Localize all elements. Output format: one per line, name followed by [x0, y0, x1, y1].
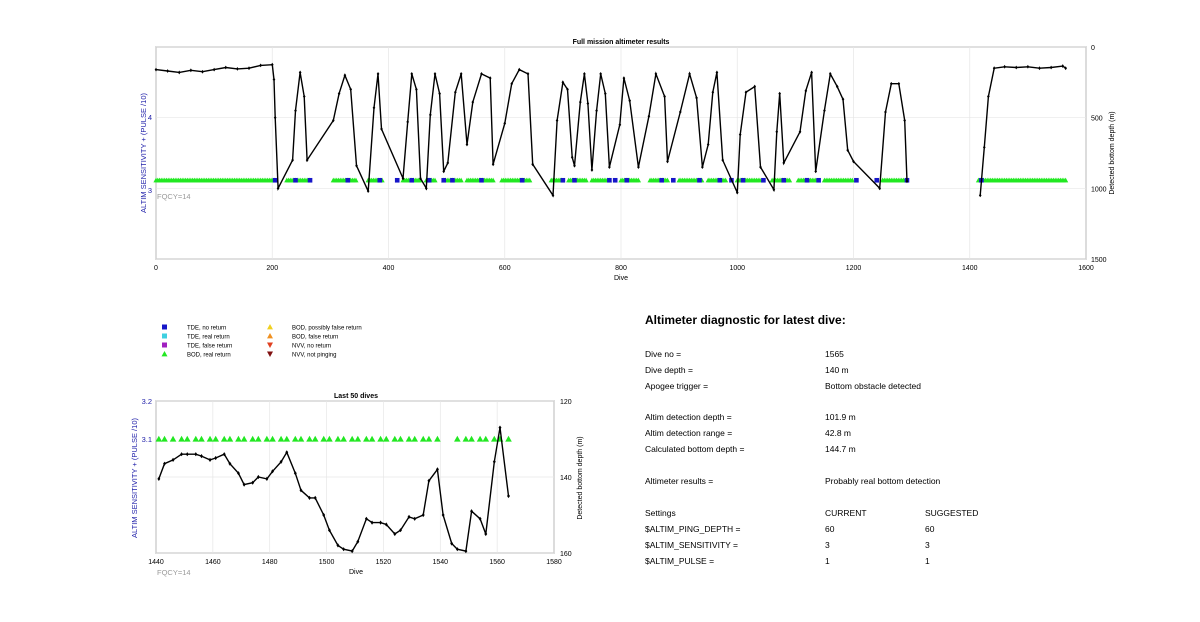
diagnostic-title: Altimeter diagnostic for latest dive: — [645, 313, 846, 327]
sensitivity-current: 3 — [825, 540, 830, 550]
calculated-bottom-depth-value: 144.7 m — [825, 444, 856, 454]
top-tde-marker — [607, 178, 612, 183]
top-x-tick-label: 800 — [615, 265, 627, 272]
ping-depth-suggested: 60 — [925, 524, 935, 534]
ping-depth-label: $ALTIM_PING_DEPTH = — [645, 524, 741, 534]
top-left-tick-label: 4 — [147, 113, 152, 122]
dive-depth-value: 140 m — [825, 365, 849, 375]
full-mission-chart — [139, 39, 1116, 282]
sensitivity-label: $ALTIM_SENSITIVITY = — [645, 540, 738, 550]
sensitivity-suggested: 3 — [925, 540, 930, 550]
bottom-right-tick-label: 140 — [560, 475, 572, 482]
bottom-left-tick-label: 3.2 — [141, 397, 152, 406]
top-tde-marker — [874, 178, 879, 183]
top-tde-marker — [854, 178, 859, 183]
bottom-x-axis-label: Dive — [348, 569, 364, 576]
top-x-axis-label: Dive — [613, 275, 629, 282]
legend-label: TDE, false return — [187, 343, 233, 350]
top-tde-marker — [816, 178, 821, 183]
top-right-tick-label: 500 — [1091, 115, 1103, 123]
bottom-x-tick-label: 1440 — [148, 559, 164, 566]
last-50-dives-chart — [130, 393, 584, 577]
top-tde-marker — [479, 178, 484, 183]
top-x-tick-label: 1400 — [961, 265, 978, 272]
legend-label: BOD, false return — [292, 334, 339, 341]
top-chart-title: Full mission altimeter results — [572, 39, 670, 46]
settings-label: Settings — [645, 508, 676, 518]
legend-label: NVV, no return — [292, 343, 332, 350]
top-tde-marker — [659, 178, 664, 183]
calculated-bottom-depth-label: Calculated bottom depth = — [645, 444, 745, 454]
top-tde-marker — [572, 178, 577, 183]
bottom-left-axis-label: ALTIM SENSITIVITY + (PULSE /10) — [130, 418, 139, 538]
top-right-tick-label: 1500 — [1091, 257, 1107, 264]
top-x-tick-label: 1200 — [845, 265, 862, 272]
altimeter-diagnostic-panel — [645, 313, 1165, 566]
altim-detection-range-label: Altim detection range = — [645, 428, 733, 438]
top-tde-marker — [805, 178, 810, 183]
top-tde-marker — [450, 178, 455, 183]
top-tde-marker — [441, 178, 446, 183]
top-fqcy-annotation: FQCY=14 — [157, 192, 191, 201]
legend-marker — [162, 351, 168, 356]
top-right-tick-label: 0 — [1091, 45, 1095, 52]
pulse-label: $ALTIM_PULSE = — [645, 556, 715, 566]
top-tde-marker — [308, 178, 313, 183]
top-right-tick-label: 1000 — [1091, 186, 1107, 194]
top-tde-marker — [561, 178, 566, 183]
top-x-tick-label: 1000 — [729, 265, 746, 272]
top-x-tick-label: 1600 — [1078, 265, 1094, 272]
bottom-x-tick-label: 1460 — [205, 559, 221, 566]
top-tde-marker — [625, 178, 630, 183]
legend-label: BOD, real return — [187, 352, 231, 359]
top-tde-marker — [781, 178, 786, 183]
top-tde-marker — [395, 178, 400, 183]
top-left-axis-label: ALTIM SENSITIVITY + (PULSE /10) — [139, 93, 148, 213]
bottom-x-tick-label: 1520 — [375, 559, 392, 566]
legend-marker — [267, 333, 273, 338]
top-tde-marker — [273, 178, 278, 183]
legend-label: TDE, real return — [187, 334, 230, 341]
current-header: CURRENT — [825, 508, 867, 518]
altimeter-results-label: Altimeter results = — [645, 476, 714, 486]
top-tde-marker — [741, 178, 746, 183]
legend-label: BOD, possibly false return — [292, 325, 362, 332]
bottom-fqcy-annotation: FQCY=14 — [157, 568, 191, 577]
bottom-chart-title: Last 50 dives — [334, 393, 378, 400]
top-tde-marker — [346, 178, 351, 183]
suggested-header: SUGGESTED — [925, 508, 979, 518]
legend-marker — [162, 343, 167, 348]
top-tde-marker — [718, 178, 723, 183]
altim-detection-range-value: 42.8 m — [825, 428, 851, 438]
bottom-x-tick-label: 1500 — [318, 559, 335, 566]
bottom-left-tick-label: 3.1 — [141, 435, 152, 444]
dive-depth-label: Dive depth = — [645, 365, 693, 375]
legend-label: NVV, not pinging — [292, 352, 337, 359]
legend-marker — [267, 324, 273, 329]
top-x-tick-label: 0 — [154, 265, 158, 272]
top-left-tick-label: 3 — [147, 186, 152, 195]
bottom-x-tick-label: 1580 — [546, 559, 562, 566]
top-tde-marker — [409, 178, 414, 183]
bottom-x-tick-label: 1540 — [432, 559, 449, 566]
legend-label: TDE, no return — [187, 325, 227, 332]
top-tde-marker — [671, 178, 676, 183]
altim-detection-depth-value: 101.9 m — [825, 412, 856, 422]
ping-depth-current: 60 — [825, 524, 835, 534]
altimeter-results-value: Probably real bottom detection — [825, 476, 941, 486]
top-tde-marker — [520, 178, 525, 183]
top-tde-marker — [377, 178, 382, 183]
top-tde-marker — [293, 178, 298, 183]
legend-marker — [162, 334, 167, 339]
top-tde-marker — [697, 178, 702, 183]
dive-no-value: 1565 — [825, 349, 844, 359]
top-right-axis-label: Detected bottom depth (m) — [1109, 111, 1116, 195]
legend-marker — [162, 325, 167, 330]
top-x-tick-label: 400 — [382, 265, 395, 272]
apogee-trigger-value: Bottom obstacle detected — [825, 381, 921, 391]
apogee-trigger-label: Apogee trigger = — [645, 381, 709, 391]
bottom-right-axis-label: Detected bottom depth (m) — [577, 436, 584, 520]
legend-marker — [267, 352, 273, 358]
pulse-current: 1 — [825, 556, 830, 566]
top-x-tick-label: 600 — [498, 265, 511, 272]
top-tde-marker — [427, 178, 432, 183]
legend — [162, 324, 362, 359]
dive-no-label: Dive no = — [645, 349, 682, 359]
bottom-right-tick-label: 120 — [560, 399, 572, 406]
pulse-suggested: 1 — [925, 556, 930, 566]
top-x-tick-label: 200 — [266, 265, 279, 272]
top-tde-marker — [761, 178, 766, 183]
top-tde-marker — [613, 178, 618, 183]
bottom-x-tick-label: 1560 — [489, 559, 505, 566]
bottom-right-tick-label: 160 — [560, 551, 572, 558]
legend-marker — [267, 343, 273, 349]
altim-detection-depth-label: Altim detection depth = — [645, 412, 732, 422]
bottom-x-tick-label: 1480 — [261, 559, 278, 566]
